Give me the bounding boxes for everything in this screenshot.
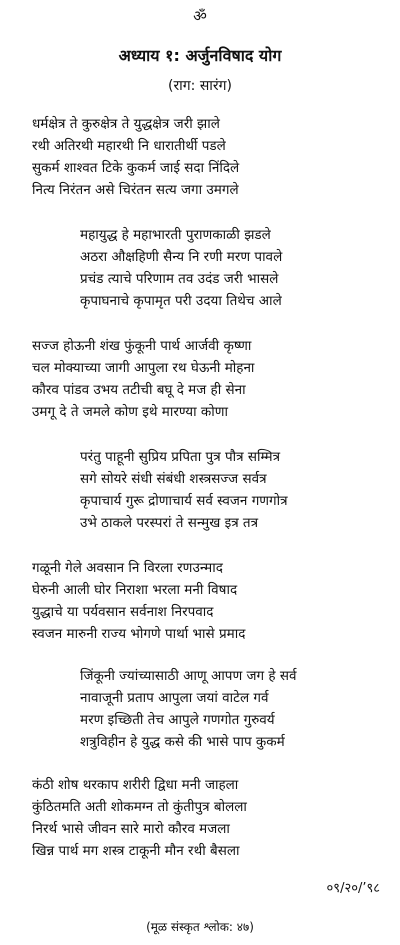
stanza-5	[32, 557, 400, 645]
verse-line: उभे ठाकले परस्परां ते सन्मुख इत्र तत्र	[80, 515, 259, 531]
verse-line: कृपाचार्य गुरू द्रोणाचार्य सर्व स्वजन गणगोत्र	[80, 493, 288, 509]
verse-line: रथी अतिरथी महारथी नि धारातीर्थी पडले	[32, 138, 226, 154]
verse-line: महायुद्ध हे महाभारती पुराणकाळी झडले	[80, 227, 271, 243]
verse-line: खिन्न पार्थ मग शस्त्र टाकूनी मौन रथी बैसला	[32, 843, 240, 859]
verse-line: धर्मक्षेत्र ते कुरुक्षेत्र ते युद्धक्षेत्र जरी झाले	[32, 116, 220, 132]
verse-line: परंतु पाहूनी सुप्रिय प्रपिता पुत्र पौत्र सम्मित्र	[80, 449, 281, 465]
verse-line: घेरुनी आली घोर निराशा भरला मनी विषाद	[32, 582, 238, 598]
verse-line: कंठी शोष थरकाप शरीरी द्विधा मनी जाहला	[32, 777, 239, 793]
verse-line: अठरा औक्षहिणी सैन्य नि रणी मरण पावले	[80, 249, 283, 265]
verse-line: सज्ज होऊनी शंख फुंकूनी पार्थ आर्जवी कृष्णा	[32, 338, 252, 354]
verse-line: युद्धाचे या पर्यवसान सर्वनाश निरपवाद	[32, 604, 214, 620]
composition-date: ०९/२०/’९८	[326, 881, 380, 896]
stanza-4	[80, 446, 400, 534]
verse-line: नित्य निरंतन असे चिरंतन सत्य जगा उमगले	[32, 182, 239, 198]
raag-label: (राग: सारंग)	[167, 78, 233, 94]
chapter-title: अध्याय १: अर्जुनविषाद योग	[118, 46, 282, 65]
stanza-1	[32, 113, 400, 201]
verse-line: शत्रुविहीन हे युद्ध कसे की भासे पाप कुकर्म	[80, 734, 285, 750]
verse-line: प्रचंड त्याचे परिणाम तव उदंड जरी भासले	[80, 271, 279, 287]
verse-line: चल मोक्याच्या जागी आपुला रथ घेऊनी मोहना	[32, 360, 255, 376]
om-symbol: ॐ	[193, 7, 207, 25]
verse-line: स्वजन मारुनी राज्य भोगणे पार्था भासे प्रमाद	[32, 626, 246, 642]
verse-line: नावाजूनी प्रताप आपुला जयां वाटेल गर्व	[80, 690, 269, 706]
verse-line: जिंकूनी ज्यांच्यासाठी आणू आपण जग हे सर्व	[80, 668, 297, 684]
verse-line: कुंठितमति अती शोकमग्न तो कुंतीपुत्र बोलला	[32, 799, 247, 815]
verse-line: उमगू दे ते जमले कोण इथे मारण्या कोणा	[32, 404, 229, 420]
stanza-2	[80, 224, 400, 312]
verse-line: सुकर्म शाश्वत टिके कुकर्म जाई सदा निंदिले	[32, 160, 240, 176]
verse-line: कृपाघनाचे कृपामृत परी उदया तिथेच आले	[80, 293, 282, 309]
verse-line: निरर्थ भासे जीवन सारे मारो कौरव मजला	[32, 821, 230, 837]
source-note: (मूळ संस्कृत श्लोक: ४७)	[146, 920, 254, 934]
stanza-6	[80, 665, 400, 753]
verse-line: गळूनी गेले अवसान नि विरला रणउन्माद	[32, 560, 223, 576]
verse-line: कौरव पांडव उभय तटीची बघू दे मज ही सेना	[32, 382, 246, 398]
stanza-3	[32, 335, 400, 423]
verse-line: सगे सोयरे संधी संबंधी शस्त्रसज्ज सर्वत्र	[80, 471, 267, 487]
verse-line: मरण इच्छिती तेच आपुले गणगोत गुरुवर्य	[80, 712, 275, 728]
stanza-7	[32, 774, 400, 862]
